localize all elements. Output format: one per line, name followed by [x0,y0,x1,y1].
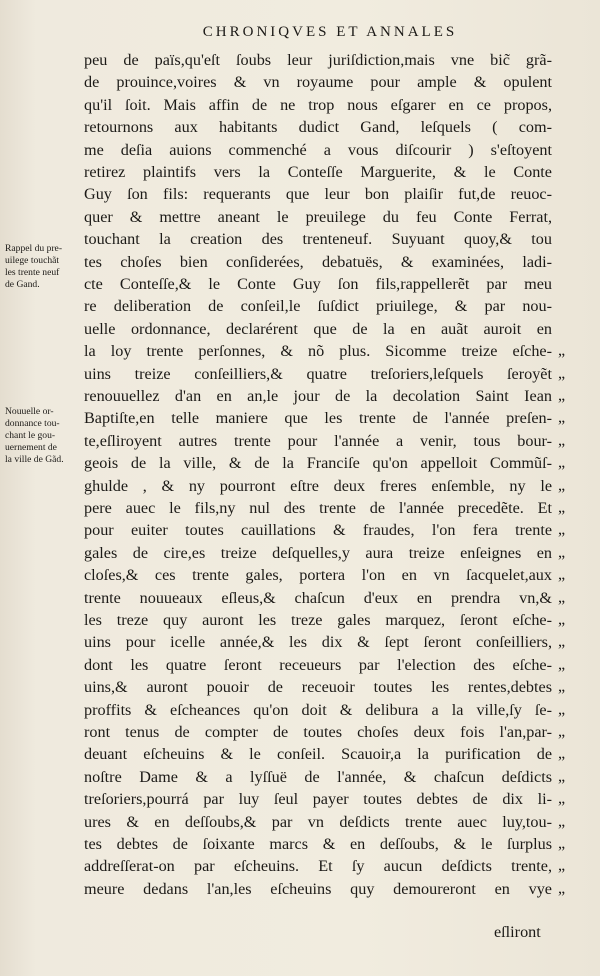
text-line-content: cte Conteſſe,& le Conte Guy ſon fils,rappellerẽt par meu [84,275,552,293]
quotation-mark: „ [558,633,566,651]
text-line [0,228,600,250]
text-line-content: la loy trente perſonnes, & nõ plus. Sicomme treize eſche- [84,342,552,361]
margin-note-line: Rappel du pre- [5,243,63,254]
text-line [0,587,600,609]
text-line [0,855,600,877]
text-line-content: quer & mettre aneant le preuilege du feu Conte Ferrat, [84,207,552,226]
text-line [0,542,600,564]
quotation-mark: „ [558,655,566,673]
text-line-content: retournons aux habitants dudict Gand, leſquels ( com- [84,118,552,137]
quotation-mark: „ [558,588,566,606]
quotation-mark: „ [558,767,566,785]
text-line [0,878,600,900]
text-line-content: deuant eſcheuins & le conſeil. Scauoir,a la purification de [84,745,552,764]
text-line-content: trente nouueaux eſleus,& chaſcun d'eux en prendra vn,& [84,588,552,607]
text-line-content: me deſia auions commenché a vous diſcourir ) s'eſtoyent [84,140,552,159]
text-line-content: uins pour icelle année,& les dix & ſept ſeront conſeilliers, [84,633,552,652]
text-line [0,139,600,161]
text-line-content: Guy ſon fils: requerants que leur bon plaiſir fut,de reuoc- [84,185,552,204]
text-line [0,116,600,138]
quotation-mark: „ [558,611,566,628]
text-line [0,721,600,743]
text-line-content: meure dedans l'an,les eſcheuins quy demoureront en vye [84,879,552,898]
text-line [0,497,600,519]
text-line [0,183,600,205]
quotation-mark: „ [558,431,566,449]
text-line [0,609,600,631]
text-line [0,94,600,116]
text-line-content: uins treize conſeilliers,& quatre treſoriers,leſquels ſeroyẽt [84,364,552,383]
text-line [0,340,600,362]
text-line-content: qu'il ſoit. Mais affin de ne trop nous eſgarer en ce propos, [84,95,552,114]
text-line-content: ghulde , & ny pourront eſtre deux freres enſemble, ny le [84,476,552,495]
quotation-mark: „ [558,790,566,808]
text-line [0,519,600,541]
text-line [0,699,600,721]
text-line-content: dont les quatre ſeront receueurs par l'election des eſche- [84,655,552,674]
text-line-content: treſoriers,pourrá par luy ſeul payer toutes debtes de dix li- [84,790,552,809]
text-line [0,811,600,833]
margin-note-line: donnance tou- [5,418,60,429]
text-line-content: pere auec le fils,ny nul des trente de l'année precedẽte. Et [84,499,552,517]
quotation-mark: „ [558,454,566,472]
quotation-mark: „ [558,521,566,539]
text-line [0,676,600,698]
text-line [0,363,600,385]
quotation-mark: „ [558,342,566,360]
text-line [0,833,600,855]
quotation-mark: „ [558,678,566,696]
quotation-mark: „ [558,409,566,427]
text-line [0,318,600,340]
margin-note-line: Nouuelle or- [5,406,54,417]
text-line-content: retirez plaintifs vers la Conteſſe Marguerite, & le Conte [84,163,552,181]
text-line [0,475,600,497]
text-line [0,71,600,93]
text-line-content: peu de païs,qu'eſt ſoubs leur juriſdiction,mais vne bic̃ grã- [84,51,552,69]
text-line-content: addreſſerat-on par eſcheuins. Et ſy aucun deſdicts trente, [84,857,552,876]
quotation-mark: „ [558,857,566,875]
quotation-mark: „ [558,745,566,763]
running-head: CHRONIQVES ET ANNALES [202,24,458,40]
text-line-content: noſtre Dame & a lyſſuë de l'année, & chaſcun deſdicts [84,767,552,786]
margin-note-line: chant le gou- [5,430,56,441]
quotation-mark: „ [558,723,566,740]
quotation-mark: „ [558,364,566,382]
text-line [0,564,600,586]
text-line [0,654,600,676]
text-line-content: proffits & eſcheances qu'on doit & delibura a la ville,ſy ſe- [84,700,552,719]
text-line-content: te,eſliroyent autres trente pour l'année a venir, tous bour- [84,431,552,450]
text-line-content: cloſes,& ces trente gales, portera l'on en vn ſacquelet,aux [84,566,552,585]
text-line-content: touchant la creation des trenteneuf. Suyuant quoy,& tou [84,230,552,249]
text-line-content: re deliberation de conſeil,le ſuſdict priuilege, & par nou- [84,297,552,316]
quotation-mark: „ [558,543,566,561]
text-line-content: les treze quy auront les treze gales marquez, ſeront eſche- [84,611,552,629]
text-line [0,206,600,228]
text-line-content: gales de cire,es treize deſquelles,y aura treize enſeignes en [84,543,552,562]
text-line [0,407,600,429]
text-line [0,788,600,810]
text-line-content: de prouince,voires & vn royaume pour ample & opulent [84,73,552,92]
quotation-mark: „ [558,499,566,516]
text-line-content: geois de la ville, & de la Franciſe qu'on appelloit Commũſ- [84,454,552,473]
margin-note-line: uernement de [5,442,57,453]
text-line-content: pour euiter toutes cauillations & fraudes, l'on fera trente [84,521,552,540]
text-line [0,161,600,183]
margin-note-line: de Gand. [5,279,40,290]
margin-note-line: les trente neuf [5,267,60,278]
quotation-mark: „ [558,879,566,897]
catchword: eſliront [494,923,541,941]
text-line-content: ures & en deſſoubs,& par vn deſdicts trente auec luy,tou- [84,812,552,831]
margin-note-line: la ville de Gãd. [5,454,64,465]
text-line-content: Baptiſte,en telle maniere que les trente de l'année preſen- [84,409,552,428]
text-line [0,631,600,653]
text-line [0,49,600,71]
margin-note-line: uilege touchãt [5,255,60,266]
text-line [0,273,600,295]
text-line [0,766,600,788]
quotation-mark: „ [558,476,566,494]
quotation-mark: „ [558,700,566,718]
text-line [0,385,600,407]
text-line-content: ront tenus de compter de toutes choſes deux fois l'an,par- [84,723,552,741]
quotation-mark: „ [558,835,566,852]
quotation-mark: „ [558,812,566,830]
text-line-content: uelle ordonnance, declarérent que de la en auãt auroit en [84,319,552,338]
text-line-content: uins,& auront pouoir de receuoir toutes les rentes,debtes [84,678,552,697]
quotation-mark: „ [558,566,566,584]
text-line-content: tes choſes bien conſiderées, debatuës, & examinées, ladi- [84,252,552,271]
text-line [0,295,600,317]
quotation-mark: „ [558,387,566,404]
text-line-content: renouuellez d'an en an,le jour de la decolation Saint Iean [84,387,552,405]
text-line [0,743,600,765]
text-line-content: tes debtes de ſoixante marcs & en deſſoubs, & le ſurplus [84,835,552,853]
text-line [0,251,600,273]
text-line [0,430,600,452]
text-line [0,452,600,474]
